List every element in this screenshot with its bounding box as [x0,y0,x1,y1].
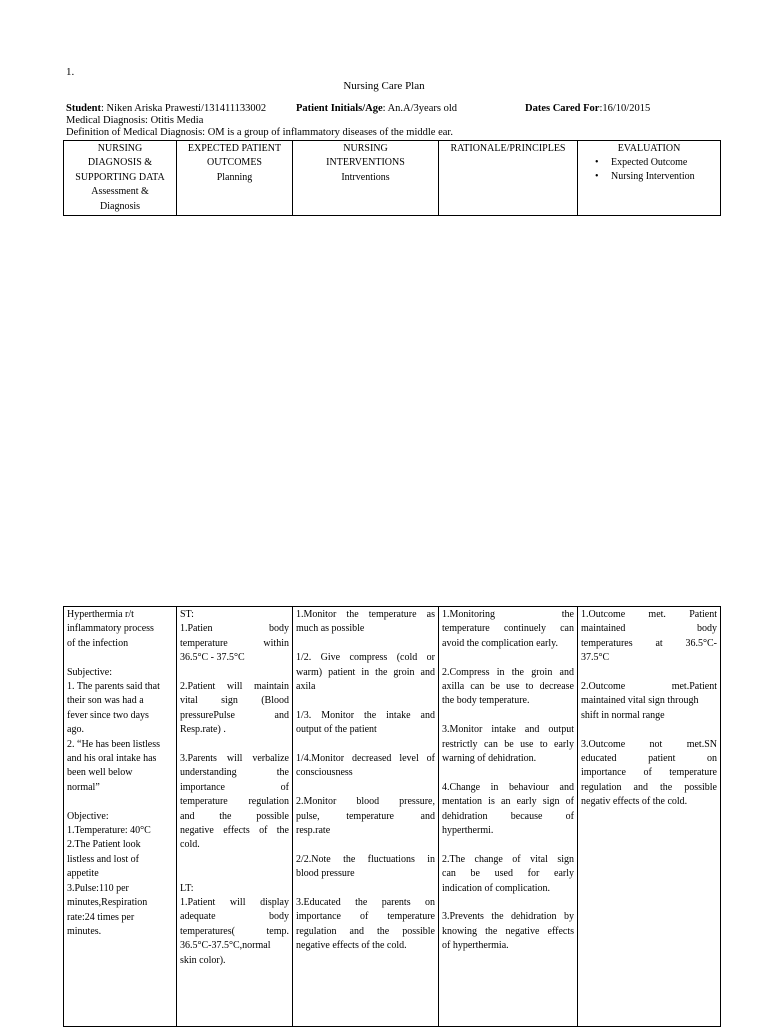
cell-diagnosis: Hyperthermia r/t inflammatory process of the infection Subjective: 1. The parents said that their son was had a fever since two days ago. 2. “He has been listless and his oral intake has been well below normal” Objective: 1.Temperature: 40°C 2.The Patient look listless and lost of appetite 3.Pulse:110 per minutes,Respiration rate:24 times per minutes. [64,607,177,1027]
patient-line [296,103,457,115]
cell-evaluation: 1.Outcome met. Patient maintained body temperatures at 36.5°C- 37.5°C 2.Outcome met.Patient maintained vital sign through shift in normal range 3.Outcome not met.SN educated patient on importance of temperature regulation and the possible negativ effects of the cold. [578,607,721,1027]
student-line [66,103,266,115]
evaluation-bullets [581,156,717,184]
objective-heading: Objective: [67,810,109,822]
document-title: Nursing Care Plan [343,80,425,92]
bullet-expected-outcome: • Expected Outcome [581,156,717,170]
cell-outcomes: ST: 1.Patien body temperature within 36.5°C - 37.5°C 2.Patient will maintain vital sign (Blood pressurePulse and Resp.rate) . 3.Parents will verbalize understanding the importance of temperature regulation and the possible negative effects of the cold. LT: 1.Patient will display adequate body temperatures( temp. 36.5°C-37.5°C,normal skin color). [177,607,293,1027]
header-rationale: RATIONALE/PRINCIPLES [439,141,578,216]
header-nursing-diagnosis: NURSING DIAGNOSIS & SUPPORTING DATA Assessment & Diagnosis [64,141,177,216]
diagnosis-definition: Definition of Medical Diagnosis: OM is a group of inflammatory diseases of the middle ear. [66,127,453,138]
patient-value: : An.A/3years old [382,103,457,114]
subjective-heading: Subjective: [67,666,112,678]
dates-line [525,103,650,115]
care-plan-body-table [63,606,721,1027]
patient-label: Patient Initials/Age [296,103,383,114]
cell-rationale: 1.Monitoring the temperature continuely can avoid the complication early. 2.Compress in the groin and axilla can be use to decrease the body temperature. 3.Monitor intake and output restrictly can be use to early warning of dehidration. 4.Change in behaviour and mentation is an early sign of dehidration because of hyperthermi. 2.The change of vital sign can be used for early indication of complication. 3.Prevents the dehidration by knowing the negative effects of hyperthermia. [439,607,578,1027]
header-expected-outcomes: EXPECTED PATIENT OUTCOMES Planning [177,141,293,216]
header-nursing-interventions: NURSING INTERVENTIONS Intrventions [293,141,439,216]
page-number: 1. [66,66,75,78]
student-label: Student [66,103,102,114]
header-evaluation: EVALUATION • Expected Outcome • Nursing Intervention [578,141,721,216]
medical-diagnosis: Medical Diagnosis: Otitis Media [66,115,204,126]
student-value: : Niken Ariska Prawesti/131411133002 [101,103,267,114]
bullet-nursing-intervention: • Nursing Intervention [581,170,717,184]
cell-interventions: 1.Monitor the temperature as much as possible 1/2. Give compress (cold or warm) patient in the groin and axila 1/3. Monitor the intake and output of the patient 1/4.Monitor decreased level of consciousness 2.Monitor blood pressure, pulse, temperature and resp.rate 2/2.Note the fluctuations in blood pressure 3.Educated the parents on importance of temperature regulation and the possible negative effects of the cold. [293,607,439,1027]
dates-value: :16/10/2015 [599,103,651,114]
dates-label: Dates Cared For [525,103,600,114]
care-plan-header-table [63,140,721,216]
